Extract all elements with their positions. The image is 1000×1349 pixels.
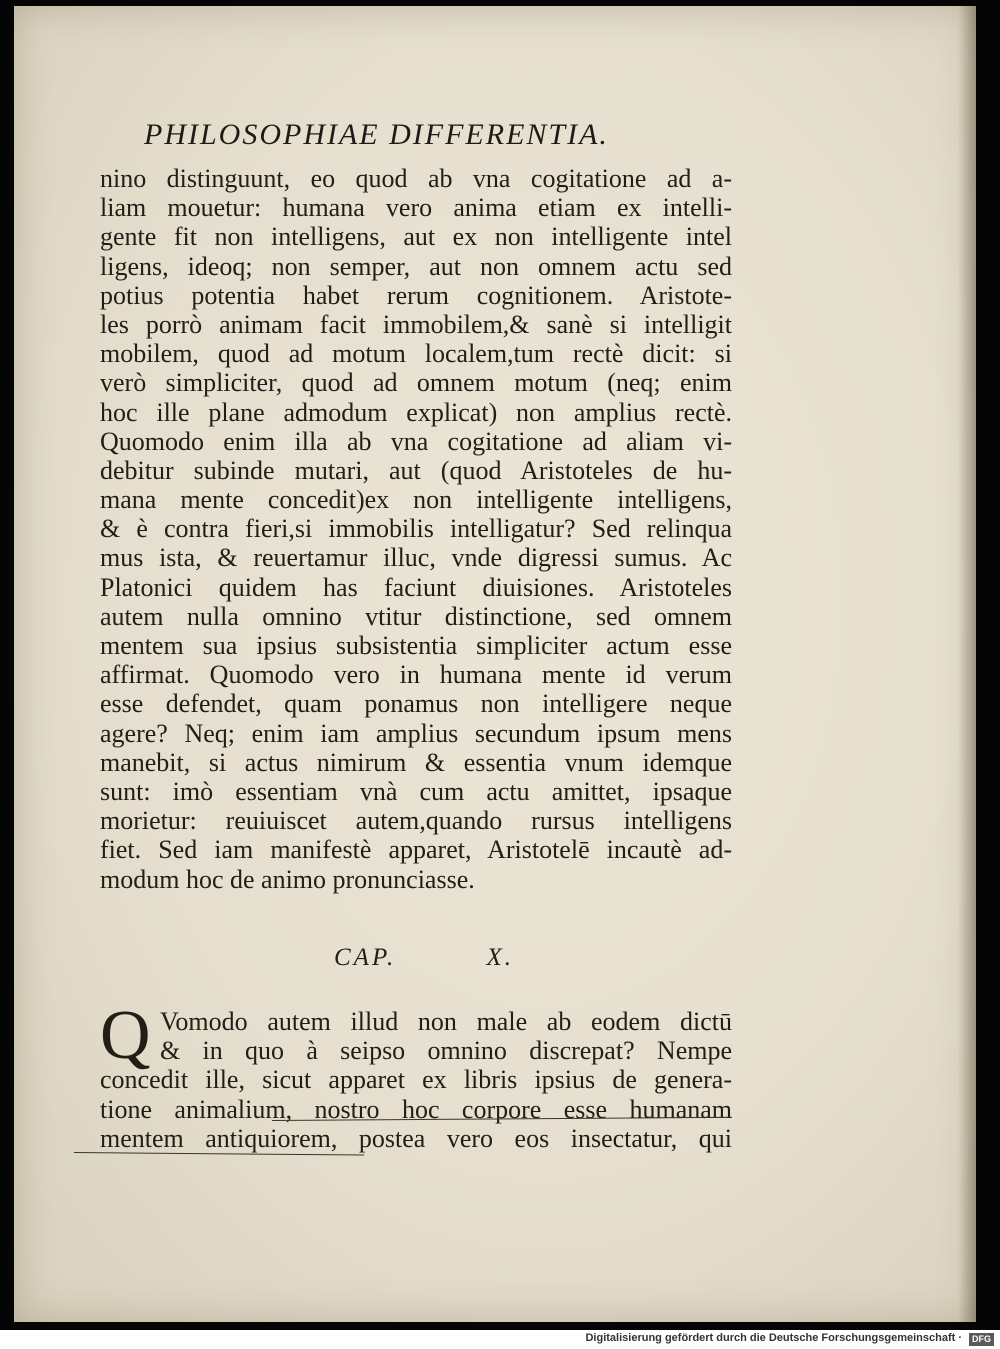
text-line: Platonici quidem has faciunt diuisiones. Aristoteles: [100, 572, 732, 602]
text-line: verò simpliciter, quod ad omnem motum (neq; enim: [100, 368, 732, 398]
text-line: debitur subinde mutari, aut (quod Aristoteles de hu-: [100, 455, 732, 485]
chapter-heading: [334, 944, 514, 972]
running-head: PHILOSOPHIAE DIFFERENTIA.: [144, 118, 609, 151]
dfg-logo: DFG: [969, 1333, 994, 1346]
text-line: mana mente concedit)ex non intelligente intelligens,: [100, 485, 732, 515]
text-line: fiet. Sed iam manifestè apparet, Aristotelē incautè ad-: [100, 835, 732, 865]
text-line: gente fit non intelligens, aut ex non intelligente intel: [100, 222, 732, 252]
chapter-number: X.: [486, 944, 514, 971]
text-line: autem nulla omnino vtitur distinctione, sed omnem: [100, 601, 732, 631]
text-line: hoc ille plane admodum explicat) non amplius rectè.: [100, 397, 732, 427]
funding-credit: Digitalisierung gefördert durch die Deutsche Forschungsgemeinschaft ·: [585, 1332, 962, 1344]
text-line: mobilem, quod ad motum localem,tum rectè dicit: si: [100, 339, 732, 369]
text-line: mus ista, & reuertamur illuc, vnde digressi sumus. Ac: [100, 543, 732, 573]
text-line: & è contra fieri,si immobilis intelligatur? Sed relinqua: [100, 514, 732, 544]
page-edge-shadow: [958, 6, 976, 1322]
text-line: les porrò animam facit immobilem,& sanè si intelligit: [100, 309, 732, 339]
text-line: mentem antiquiorem, postea vero eos insectatur, qui: [100, 1123, 732, 1153]
text-line: liam mouetur: humana vero anima etiam ex intelli-: [100, 193, 732, 223]
book-page: [14, 6, 976, 1322]
text-line: manebit, si actus nimirum & essentia vnum idemque: [100, 747, 732, 777]
text-line: tione animalium, nostro hoc corpore esse humanam: [100, 1094, 732, 1124]
text-line: mentem sua ipsius subsistentia simpliciter actum esse: [100, 631, 732, 660]
text-line: Quomodo enim illa ab vna cogitatione ad aliam vi-: [100, 426, 732, 456]
text-line: potius potentia habet rerum cognitionem. Aristote-: [100, 280, 732, 310]
chapter-label: CAP.: [334, 944, 397, 971]
text-line: concedit ille, sicut apparet ex libris ipsius de genera-: [100, 1065, 732, 1095]
text-line: morietur: reuiuiscet autem,quando rursus intelligens: [100, 806, 732, 836]
footer-bar: [0, 1330, 1000, 1349]
text-line: nino distinguunt, eo quod ab vna cogitatione ad a-: [100, 164, 732, 193]
text-line: sunt: imò essentiam vnà cum actu amittet, ipsaque: [100, 776, 732, 806]
text-line: esse defendet, quam ponamus non intelligere neque: [100, 689, 732, 719]
text-line: affirmat. Quomodo vero in humana mente id verum: [100, 660, 732, 690]
text-line: ligens, ideoq; non semper, aut non omnem actu sed: [100, 251, 732, 281]
text-line: modum hoc de animo pronunciasse.: [100, 864, 475, 894]
text-line: Vomodo autem illud non male ab eodem dictū: [160, 1007, 732, 1036]
text-line: & in quo à seipso omnino discrepat? Nempe: [160, 1036, 732, 1066]
text-line: agere? Neq; enim iam amplius secundum ipsum mens: [100, 718, 732, 748]
body-text: [100, 164, 732, 894]
chapter-text: [100, 997, 732, 1153]
drop-cap: Q: [100, 997, 151, 1074]
